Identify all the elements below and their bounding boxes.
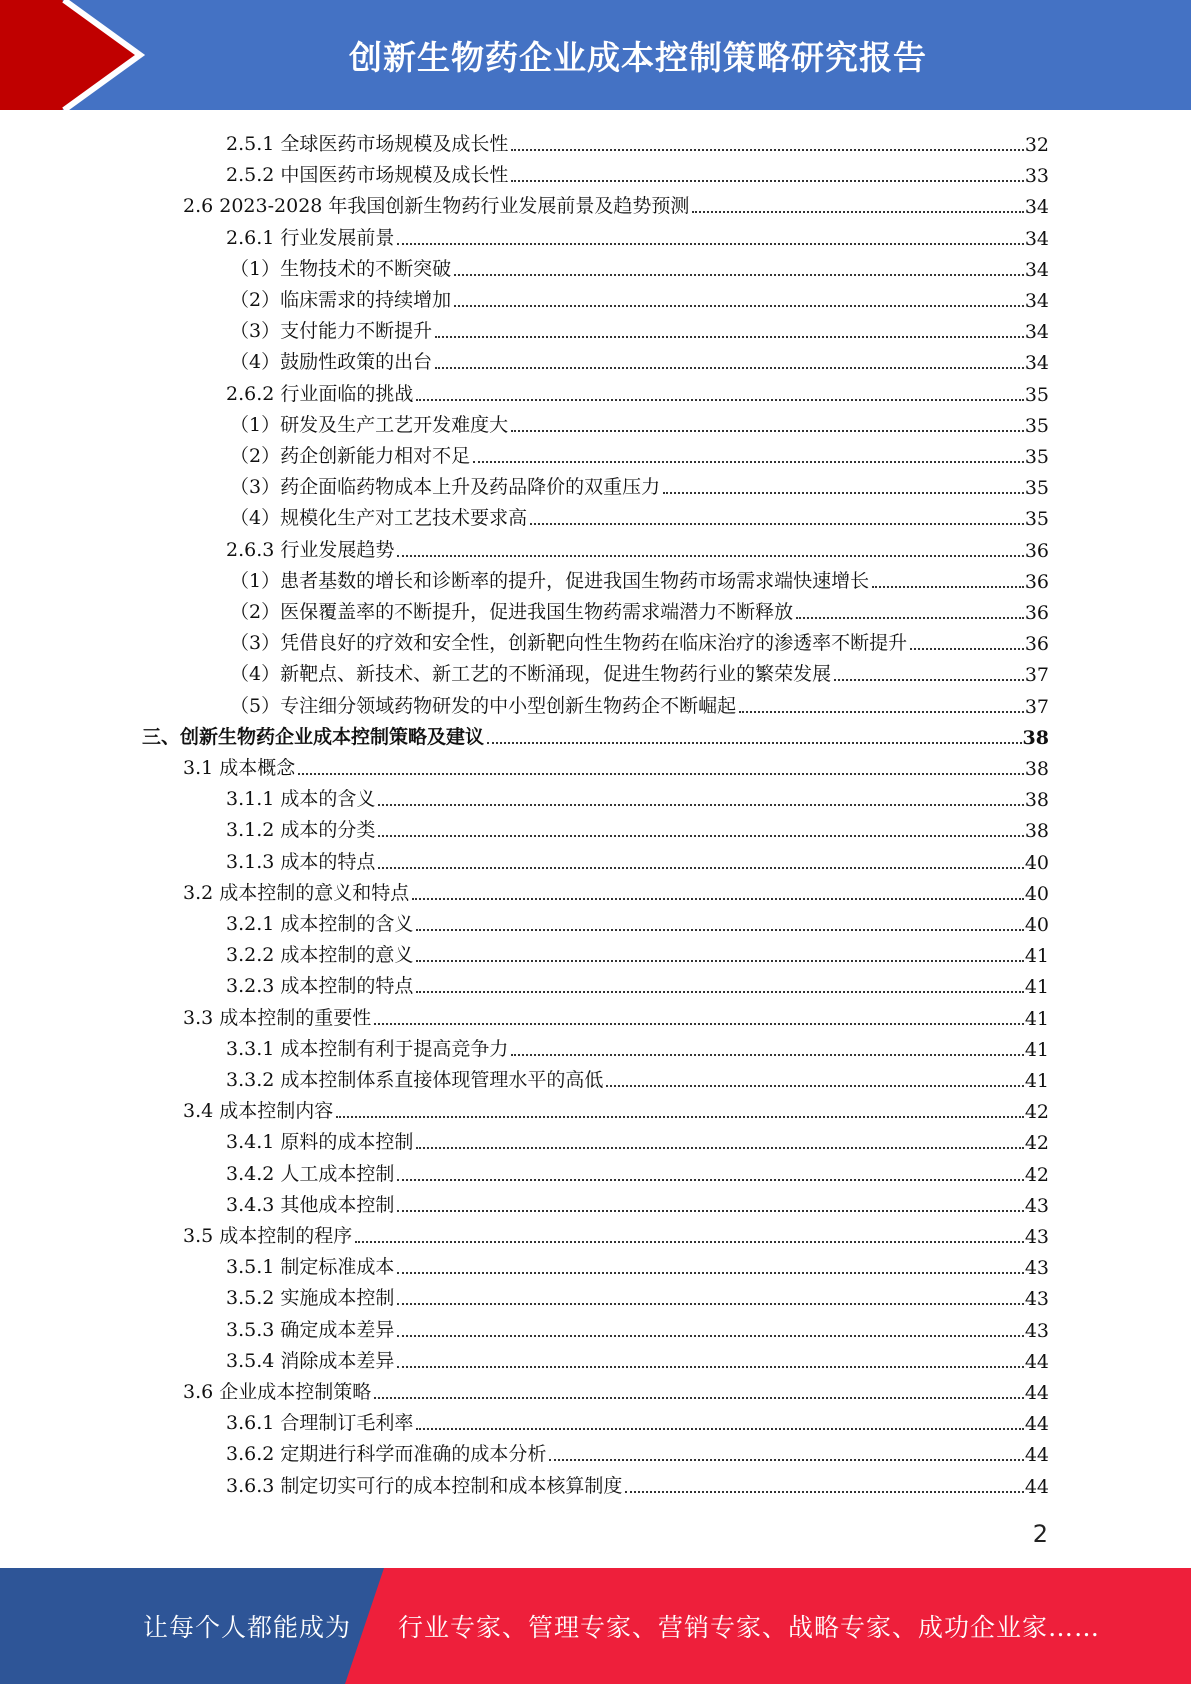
toc-entry[interactable]: [230, 407, 1049, 437]
toc-entry[interactable]: [226, 906, 1049, 936]
toc-dot-leader: [454, 305, 1024, 307]
toc-entry[interactable]: [226, 968, 1049, 998]
toc-dot-leader: [397, 555, 1023, 557]
toc-entry-page: 41: [1024, 1007, 1049, 1030]
toc-dot-leader: [397, 1335, 1023, 1337]
toc-entry[interactable]: [226, 1124, 1049, 1154]
toc-dot-leader: [692, 211, 1023, 213]
toc-entry-title: （2）医保覆盖率的不断提升，促进我国生物药需求端潜力不断释放: [230, 601, 794, 623]
toc-entry-title: 3.2.1 成本控制的含义: [226, 913, 414, 935]
toc-entry-page: 34: [1024, 227, 1049, 250]
toc-dot-leader: [378, 835, 1023, 837]
toc-entry-page: 35: [1024, 508, 1049, 531]
toc-entry[interactable]: [226, 157, 1049, 187]
toc-entry[interactable]: [230, 469, 1049, 499]
toc-entry-title: （4）鼓励性政策的出台: [230, 351, 433, 374]
toc-entry-page: 43: [1024, 1288, 1049, 1311]
toc-entry-page: 38: [1024, 758, 1049, 780]
toc-entry[interactable]: [226, 812, 1049, 842]
toc-entry-title: （3）药企面临药物成本上升及药品降价的双重压力: [230, 476, 661, 499]
toc-entry-title: 三、创新生物药企业成本控制策略及建议: [142, 725, 485, 748]
toc-entry-page: 44: [1024, 1444, 1049, 1467]
toc-entry-page: 43: [1024, 1194, 1049, 1217]
toc-entry-page: 44: [1024, 1350, 1049, 1373]
toc-entry[interactable]: [226, 1187, 1049, 1217]
toc-entry[interactable]: [230, 594, 1049, 624]
toc-entry-page: 38: [1024, 820, 1049, 843]
toc-entry-title: 3.6 企业成本控制策略: [183, 1381, 372, 1403]
toc-entry-title: （3）支付能力不断提升: [230, 320, 433, 343]
toc-entry[interactable]: [230, 251, 1049, 281]
page-footer: [0, 1568, 1191, 1684]
toc-entry-title: 2.5.1 全球医药市场规模及成长性: [226, 133, 509, 155]
toc-dot-leader: [397, 1179, 1023, 1181]
toc-dot-leader: [530, 523, 1024, 525]
toc-dot-leader: [416, 1428, 1023, 1430]
toc-dot-leader: [336, 1116, 1024, 1118]
toc-entry-page: 44: [1024, 1413, 1049, 1436]
toc-entry-page: 37: [1024, 664, 1049, 687]
toc-dot-leader: [606, 1085, 1023, 1087]
toc-entry-page: 34: [1024, 290, 1049, 312]
toc-entry-page: 41: [1024, 976, 1049, 999]
toc-entry-page: 44: [1024, 1382, 1049, 1404]
toc-entry-title: 3.2.3 成本控制的特点: [226, 975, 414, 998]
toc-entry-title: 3.1.3 成本的特点: [226, 850, 376, 873]
toc-entry-page: 35: [1024, 446, 1049, 468]
toc-entry[interactable]: [226, 220, 1049, 250]
toc-dot-leader: [378, 867, 1023, 869]
toc-entry-page: 36: [1024, 539, 1049, 562]
toc-dot-leader: [739, 711, 1024, 713]
toc-entry[interactable]: [183, 1000, 1049, 1030]
toc-entry-title: 3.1.2 成本的分类: [226, 819, 376, 842]
toc-entry-page: 33: [1024, 165, 1049, 188]
toc-dot-leader: [796, 617, 1024, 619]
toc-entry-title: 3.4.2 人工成本控制: [226, 1162, 395, 1185]
toc-entry-title: （4）规模化生产对工艺技术要求高: [230, 507, 528, 530]
page-header: [0, 0, 1191, 110]
toc-entry-title: （1）研发及生产工艺开发难度大: [230, 413, 509, 436]
toc-dot-leader: [511, 430, 1024, 432]
toc-dot-leader: [910, 648, 1024, 650]
toc-dot-leader: [355, 1241, 1024, 1243]
toc-entry[interactable]: [142, 719, 1049, 749]
toc-entry[interactable]: [230, 625, 1049, 655]
toc-entry[interactable]: [183, 750, 1049, 780]
toc-entry[interactable]: [230, 282, 1049, 312]
toc-entry[interactable]: [226, 1280, 1049, 1310]
toc-entry[interactable]: [226, 126, 1049, 156]
toc-entry[interactable]: [183, 1374, 1049, 1404]
toc-entry-page: 34: [1024, 258, 1049, 281]
toc-entry-page: 43: [1024, 1226, 1049, 1248]
toc-entry-title: 2.6.2 行业面临的挑战: [226, 382, 414, 405]
toc-dot-leader: [378, 804, 1023, 806]
toc-entry[interactable]: [226, 1405, 1049, 1435]
toc-entry[interactable]: [226, 1156, 1049, 1186]
toc-entry-title: （1）患者基数的增长和诊断率的提升，促进我国生物药市场需求端快速增长: [230, 569, 870, 592]
toc-entry[interactable]: [183, 1218, 1049, 1248]
report-title: 创新生物药企业成本控制策略研究报告: [349, 37, 927, 77]
toc-dot-leader: [473, 461, 1024, 463]
toc-entry-page: 34: [1024, 352, 1049, 375]
toc-entry-page: 40: [1024, 851, 1049, 874]
toc-entry-title: （5）专注细分领域药物研发的中小型创新生物药企不断崛起: [230, 694, 737, 717]
toc-entry-title: 3.4.1 原料的成本控制: [226, 1131, 414, 1154]
toc-entry[interactable]: [230, 438, 1049, 468]
toc-dot-leader: [416, 991, 1023, 993]
toc-entry-title: 3.2 成本控制的意义和特点: [183, 881, 410, 904]
toc-dot-leader: [397, 1366, 1023, 1368]
toc-dot-leader: [416, 929, 1023, 931]
toc-entry-page: 38: [1024, 789, 1049, 812]
toc-entry[interactable]: [230, 344, 1049, 374]
toc-dot-leader: [397, 1303, 1023, 1305]
toc-entry-page: 35: [1024, 414, 1049, 437]
toc-entry-page: 42: [1024, 1101, 1049, 1124]
toc-entry-title: 3.6.1 合理制订毛利率: [226, 1412, 414, 1435]
toc-dot-leader: [412, 898, 1024, 900]
toc-entry-page: 36: [1024, 633, 1049, 656]
toc-entry-title: 3.4.3 其他成本控制: [226, 1193, 395, 1216]
toc-dot-leader: [435, 367, 1024, 369]
toc-entry-page: 41: [1024, 1038, 1049, 1061]
toc-entry[interactable]: [183, 875, 1049, 905]
toc-entry-title: 3.3.1 成本控制有利于提高竞争力: [226, 1037, 509, 1060]
toc-dot-leader: [511, 1054, 1023, 1056]
page-number: 2: [1032, 1520, 1048, 1548]
toc-entry[interactable]: [226, 1031, 1049, 1061]
toc-dot-leader: [511, 149, 1023, 151]
footer-slogan: 让每个人都能成为: [143, 1613, 352, 1642]
toc-entry-page: 37: [1024, 695, 1049, 718]
toc-dot-leader: [872, 586, 1024, 588]
toc-entry-page: 43: [1024, 1319, 1049, 1342]
toc-entry[interactable]: [226, 1062, 1049, 1092]
toc-entry-title: 3.5.4 消除成本差异: [226, 1349, 395, 1372]
toc-dot-leader: [834, 679, 1024, 681]
toc-dot-leader: [397, 1272, 1023, 1274]
toc-entry-title: （2）临床需求的持续增加: [230, 289, 452, 311]
toc-entry-page: 38: [1022, 726, 1049, 749]
toc-entry-title: 3.5.2 实施成本控制: [226, 1287, 395, 1310]
toc-entry[interactable]: [230, 688, 1049, 718]
toc-entry-title: 2.6.1 行业发展前景: [226, 226, 395, 249]
toc-entry[interactable]: [226, 844, 1049, 874]
toc-entry-page: 32: [1024, 134, 1049, 156]
toc-entry-page: 40: [1024, 882, 1049, 905]
toc-entry-title: 3.6.2 定期进行科学而准确的成本分析: [226, 1443, 547, 1466]
toc-entry[interactable]: [226, 937, 1049, 967]
toc-entry-title: 3.1 成本概念: [183, 757, 296, 779]
toc-entry-page: 41: [1024, 1070, 1049, 1092]
footer-roles: 行业专家、管理专家、营销专家、战略专家、成功企业家……: [398, 1613, 1101, 1642]
toc-entry-page: 43: [1024, 1257, 1049, 1280]
toc-dot-leader: [416, 1147, 1023, 1149]
toc-entry-title: 3.3.2 成本控制体系直接体现管理水平的高低: [226, 1069, 604, 1091]
toc-entry-title: 3.3 成本控制的重要性: [183, 1006, 372, 1029]
toc-entry-title: 2.5.2 中国医药市场规模及成长性: [226, 164, 509, 187]
toc-dot-leader: [397, 1210, 1023, 1212]
toc-entry[interactable]: [230, 313, 1049, 343]
toc-entry[interactable]: [183, 1093, 1049, 1123]
toc-dot-leader: [298, 773, 1024, 775]
toc-entry-title: 3.2.2 成本控制的意义: [226, 944, 414, 967]
toc-entry-title: （4）新靶点、新技术、新工艺的不断涌现，促进生物药行业的繁荣发展: [230, 663, 832, 686]
toc-entry[interactable]: [230, 656, 1049, 686]
toc-dot-leader: [663, 492, 1024, 494]
toc-entry[interactable]: [226, 1468, 1049, 1498]
toc-entry-title: 3.4 成本控制内容: [183, 1100, 334, 1123]
toc-entry-page: 36: [1024, 570, 1049, 593]
toc-entry-page: 42: [1024, 1163, 1049, 1186]
toc-entry[interactable]: [226, 1312, 1049, 1342]
toc-dot-leader: [625, 1491, 1023, 1493]
toc-dot-leader: [416, 399, 1023, 401]
toc-entry-page: 35: [1024, 477, 1049, 500]
toc-entry-title: 3.5.1 制定标准成本: [226, 1256, 395, 1279]
toc-entry-page: 41: [1024, 945, 1049, 968]
toc-entry-title: （3）凭借良好的疗效和安全性，创新靶向性生物药在临床治疗的渗透率不断提升: [230, 632, 908, 655]
toc-dot-leader: [397, 243, 1023, 245]
toc-entry-title: （2）药企创新能力相对不足: [230, 445, 471, 467]
toc-entry-page: 34: [1024, 196, 1049, 219]
toc-entry-page: 40: [1024, 914, 1049, 936]
toc-entry-page: 42: [1024, 1132, 1049, 1155]
toc-entry[interactable]: [226, 376, 1049, 406]
toc-entry[interactable]: [226, 1249, 1049, 1279]
toc-dot-leader: [549, 1459, 1023, 1461]
toc-entry[interactable]: [230, 500, 1049, 530]
toc-dot-leader: [435, 336, 1024, 338]
toc-entry[interactable]: [183, 188, 1049, 218]
toc-entry-title: 3.6.3 制定切实可行的成本控制和成本核算制度: [226, 1474, 623, 1497]
toc-dot-leader: [416, 960, 1023, 962]
toc-entry-title: （1）生物技术的不断突破: [230, 257, 452, 280]
toc-entry-title: 2.6 2023-2028 年我国创新生物药行业发展前景及趋势预测: [183, 195, 690, 218]
toc-dot-leader: [454, 274, 1024, 276]
toc-entry-title: 3.1.1 成本的含义: [226, 788, 376, 811]
toc-entry[interactable]: [226, 1436, 1049, 1466]
toc-entry-page: 44: [1024, 1475, 1049, 1498]
toc-entry-title: 3.5 成本控制的程序: [183, 1225, 353, 1247]
toc-entry[interactable]: [230, 563, 1049, 593]
toc-entry-title: 2.6.3 行业发展趋势: [226, 538, 395, 561]
toc-entry[interactable]: [226, 781, 1049, 811]
toc-dot-leader: [511, 180, 1023, 182]
toc-entry-title: 3.5.3 确定成本差异: [226, 1318, 395, 1341]
toc-dot-leader: [374, 1023, 1024, 1025]
toc-dot-leader: [487, 742, 1022, 744]
toc-entry-page: 34: [1024, 321, 1049, 344]
toc-entry-page: 35: [1024, 383, 1049, 406]
toc-entry[interactable]: [226, 532, 1049, 562]
toc-entry-page: 36: [1024, 602, 1049, 624]
toc-dot-leader: [374, 1397, 1024, 1399]
toc-entry[interactable]: [226, 1343, 1049, 1373]
